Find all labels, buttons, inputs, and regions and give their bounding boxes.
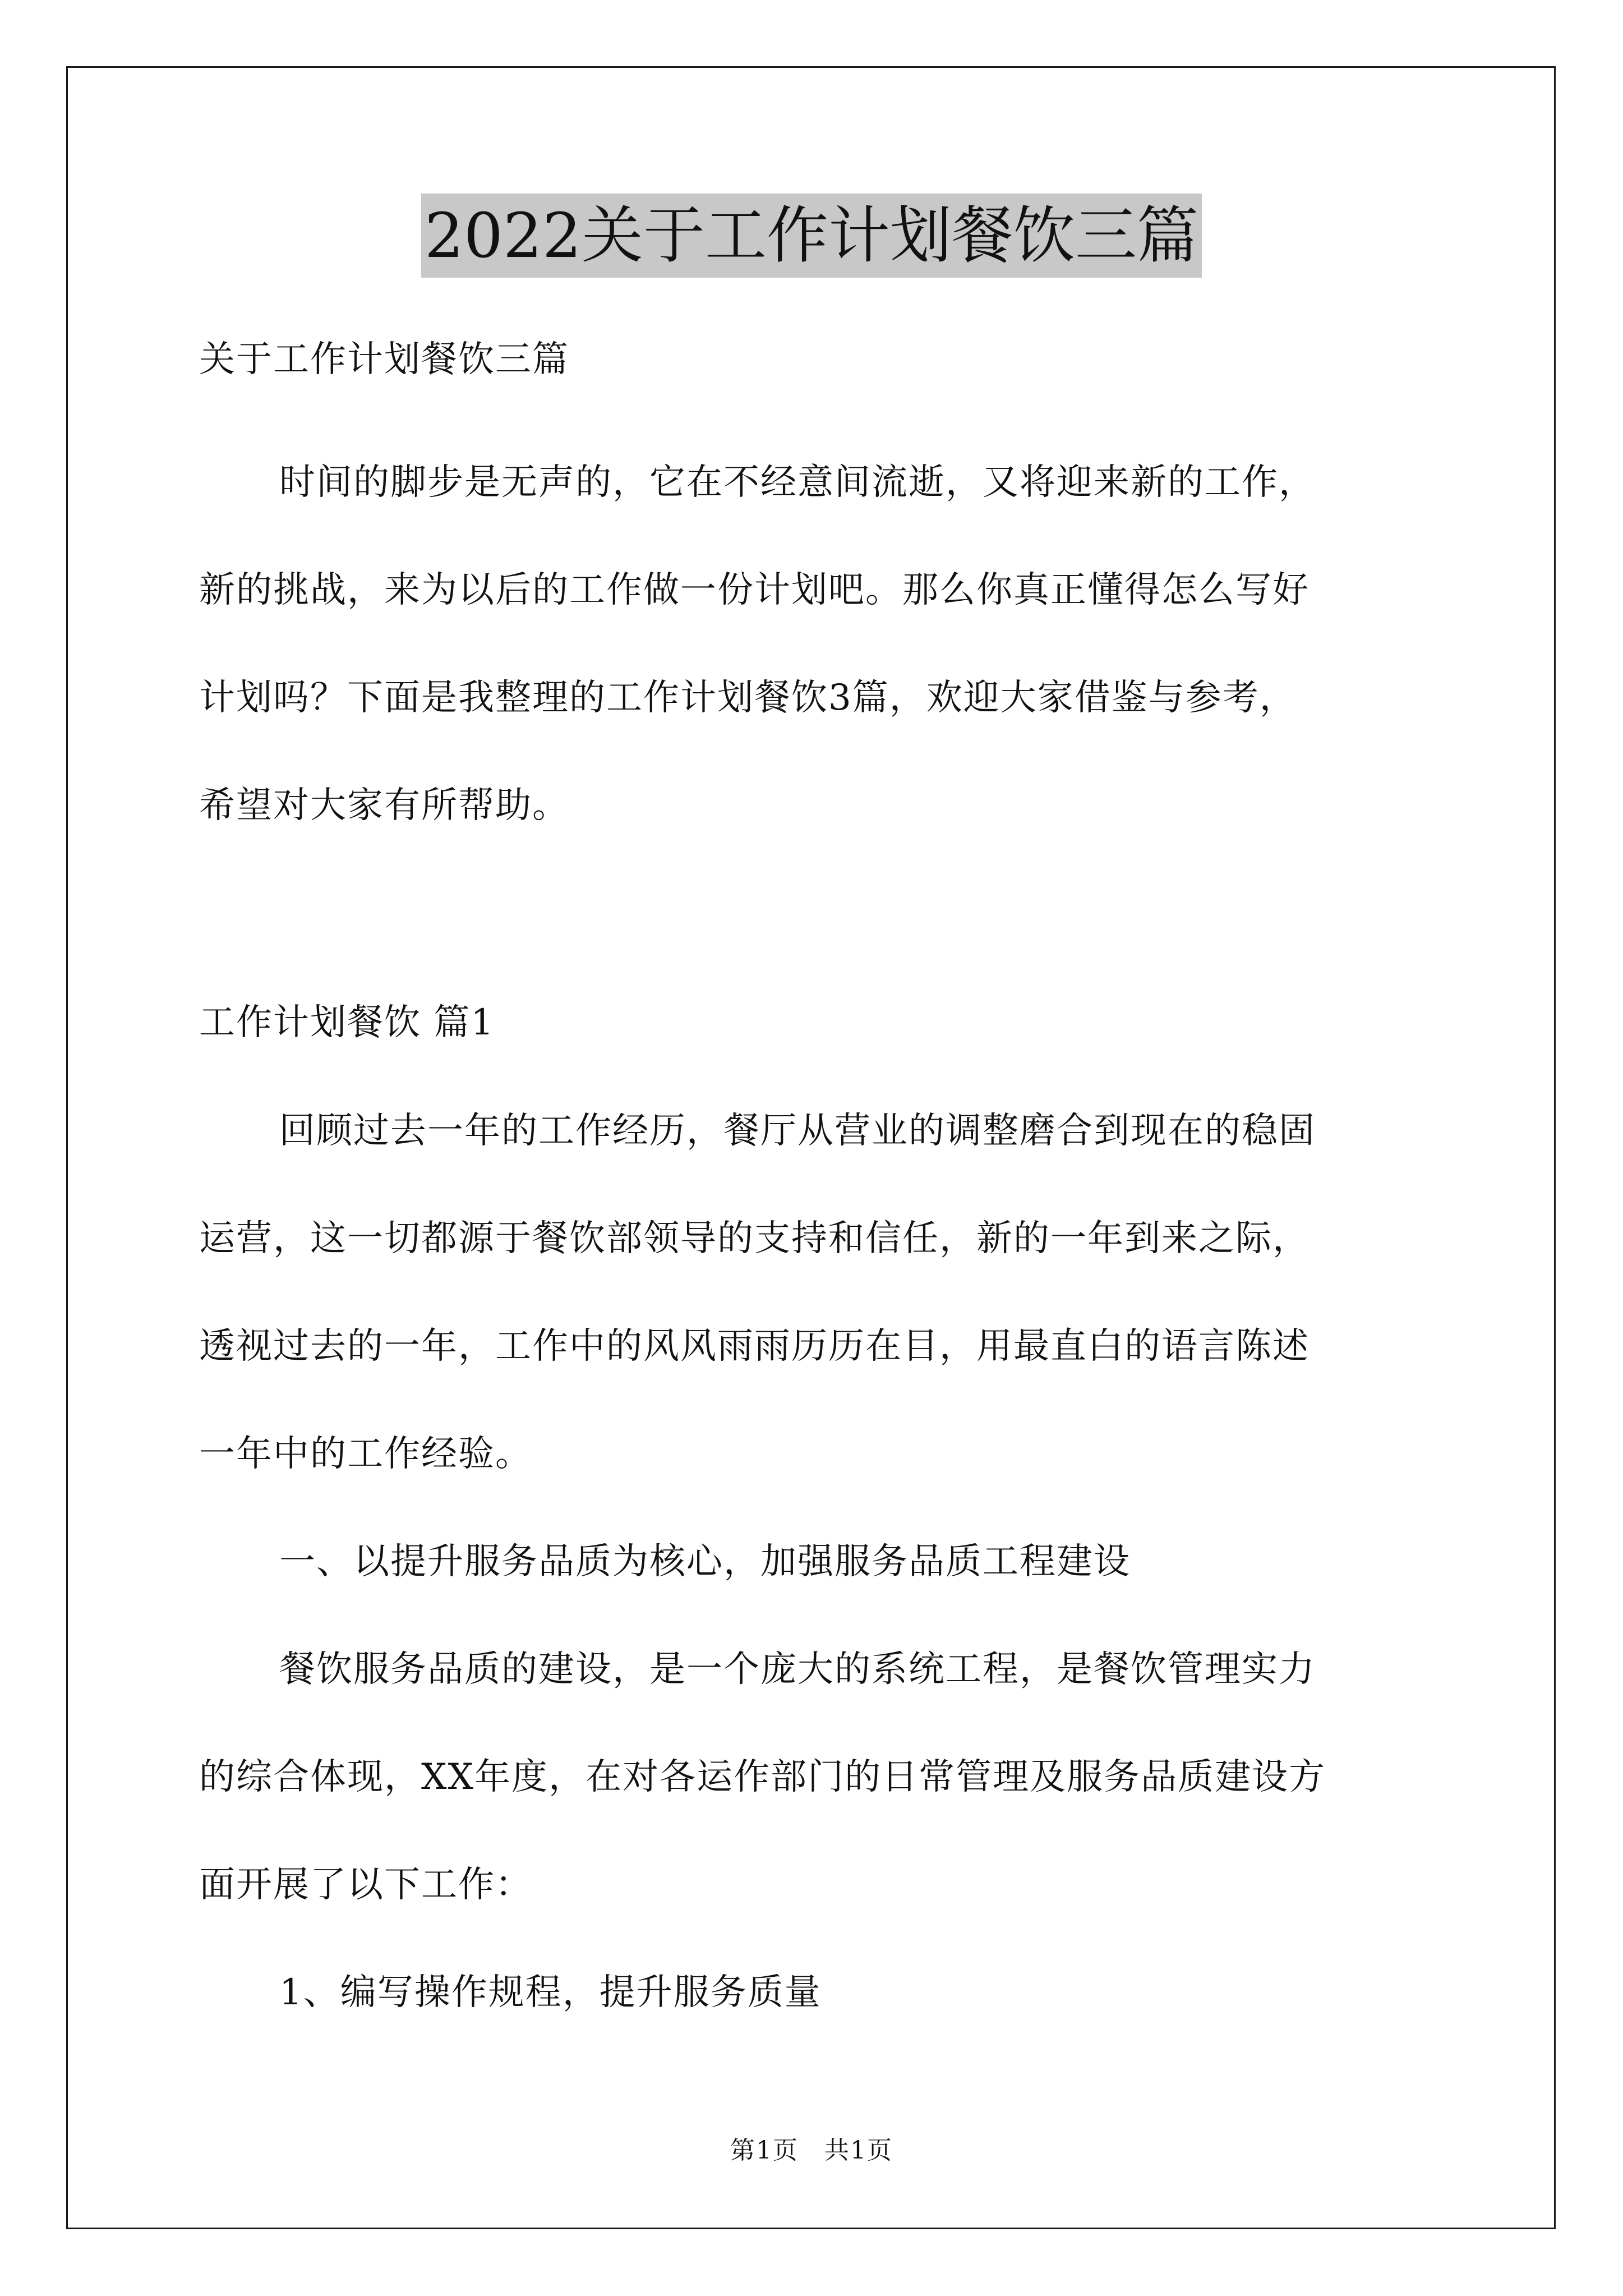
paragraph-line: 餐饮服务品质的建设，是一个庞大的系统工程，是餐饮管理实力 [279, 1649, 1316, 1690]
paragraph-line: 透视过去的一年，工作中的风风雨雨历历在目，用最直白的语言陈述 [199, 1326, 1310, 1367]
paragraph-line: 时间的脚步是无声的，它在不经意间流逝，又将迎来新的工作， [279, 462, 1316, 503]
paragraph-line: 面开展了以下工作： [199, 1864, 532, 1906]
list-item-line: 1、编写操作规程，提升服务质量 [279, 1972, 822, 2013]
subheading-line: 一、以提升服务品质为核心，加强服务品质工程建设 [279, 1541, 1131, 1582]
paragraph-line: 回顾过去一年的工作经历，餐厅从营业的调整磨合到现在的稳固 [279, 1110, 1316, 1152]
section-heading: 工作计划餐饮 篇1 [199, 1002, 495, 1043]
paragraph-line: 的综合体现，XX年度，在对各运作部门的日常管理及服务品质建设方 [199, 1756, 1326, 1798]
title-container [0, 194, 1623, 278]
intro-heading: 关于工作计划餐饮三篇 [199, 339, 569, 380]
paragraph-line: 计划吗？下面是我整理的工作计划餐饮3篇，欢迎大家借鉴与参考， [199, 677, 1297, 719]
page-number-footer: 第1页 共1页 [730, 2136, 893, 2165]
paragraph-line: 新的挑战，来为以后的工作做一份计划吧。那么你真正懂得怎么写好 [199, 569, 1310, 611]
paragraph-line: 希望对大家有所帮助。 [199, 785, 569, 826]
document-title: 2022关于工作计划餐饮三篇 [421, 194, 1202, 278]
paragraph-line: 运营，这一切都源于餐饮部领导的支持和信任，新的一年到来之际， [199, 1218, 1310, 1259]
paragraph-line: 一年中的工作经验。 [199, 1433, 532, 1475]
